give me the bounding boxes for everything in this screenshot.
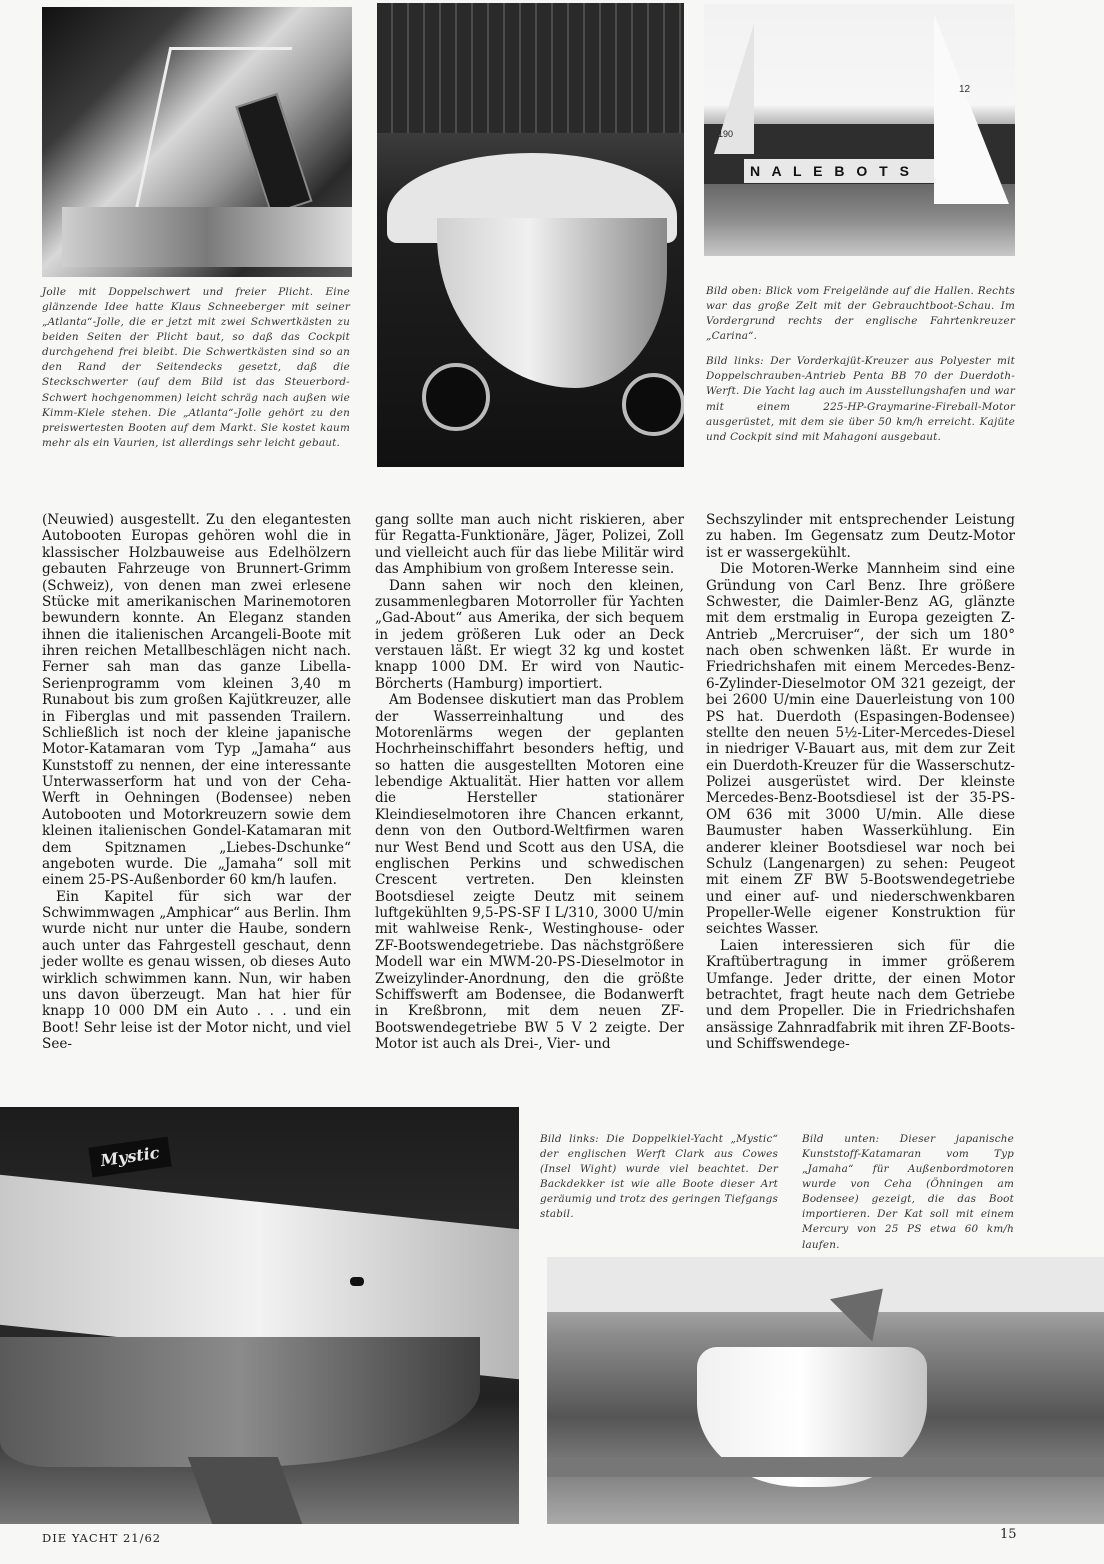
hall-sign-text: N A L E B O T S [744,159,980,183]
col1-paragraph-1: (Neuwied) ausgestellt. Zu den elegantesten Autobooten Europas gehören wohl die in klassischer Holzbauweise aus Edelhölzern gebauten Fahrzeuge von Brunnert-Grimm (Schweiz), von denen man zwei erlesene Stücke mit amerikanischen Marinemotoren bewundern konnte. An Eleganz standen ihnen die italienischen Arcangeli-Boote mit ihren reichen Metallbeschlägen nicht nach. Ferner sah man das ganze Libella-Serienprogramm vom kleinen 3,40 m Runabout bis zum großen Kajütkreuzer, alle in Fiberglas und mit passenden Trailern. Schließlich ist noch der kleine japanische Motor-Katamaran vom Typ „Jamaha“ aus Kunststoff zu nennen, der eine interessante Unterwasserform hat und von der Ceha-Werft in Oehningen (Bodensee) neben Autobooten und Motorkreuzern sowie dem kleinen italienischen Gondel-Katamaran mit dem Spitznamen „Liebes-Dschunke“ angeboten wurde. Die „Jamaha“ soll mit einem 25-PS-Außenborder 60 km/h laufen. [42,512,351,889]
footer-magazine-issue: DIE YACHT 21/62 [42,1531,162,1545]
caption-hall-and-cruiser [706,284,1015,455]
caption-catamaran-text: Bild unten: Dieser japanische Kunststoff-Katamaran vom Typ „Jamaha“ für Außenbordmotoren wurde von Ceha (Öhningen am Bodensee) gezeigt, die das Boot importieren. Der Kat soll mit einem Mercury von 25 PS etwa 60 km/h laufen. [802,1133,1014,1251]
photo-cabin-cruiser-trailer [377,3,684,467]
caption-dinghy-text: Jolle mit Doppelschwert und freier Plicht. Eine glänzende Idee hatte Klaus Schneeberger mit seiner „Atlanta“-Jolle, die er jetzt mit zwei Schwertkästen zu beiden Seiten der Plicht baut, so daß das Cockpit durchgehend frei bleibt. Die Schwertkästen sind so an den Rand der Seitendecks gesetzt, daß die Steckschwerter (auf dem Bild ist das Steuerbord-Schwert hochgenommen) leicht schräg nach außen wie Kimm-Kiele stehen. Die „Atlanta“-Jolle gehört zu den preiswertesten Booten auf dem Markt. Sie kostet kaum mehr als ein Vaurien, ist allerdings sehr leicht gebaut. [42,286,350,449]
caption-dinghy [42,285,350,461]
sail-number-190: 190 [718,129,734,139]
article-column-3 [706,512,1015,1052]
mystic-boat-name: Mystic [88,1137,171,1178]
caption-cruiser-text: Bild links: Der Vorderkajüt-Kreuzer aus Polyester mit Doppelschrauben-Antrieb Penta BB 70 der Duerdoth-Werft. Die Yacht lag auch im Ausstellungshafen und war mit einem 225-HP-Graymarine-Fireball-Motor ausgerüstet, mit dem sie über 50 km/h erreicht. Kajüte und Cockpit sind mit Mahagoni ausgebaut. [706,355,1015,443]
col2-paragraph-2: Dann sahen wir noch den kleinen, zusammenlegbaren Motorroller für Yachten „Gad-About“ aus Amerika, der sich bequem in jedem größeren Luk oder an Deck verstauen läßt. Er wiegt 32 kg und kostet knapp 1000 DM. Er wird von Nautic-Börcherts (Hamburg) importiert. [375,577,684,692]
page-number: 15 [1000,1527,1017,1542]
caption-hall-text: Bild oben: Blick vom Freigelände auf die Hallen. Rechts war das große Zelt mit der Gebrauchtboot-Schau. Im Vordergrund rechts der englische Fahrtenkreuzer „Carina“. [706,285,1015,343]
sail-number-12: 12 [959,84,971,95]
col2-paragraph-1: gang sollte man auch nicht riskieren, aber für Regatta-Funktionäre, Jäger, Polizei, Zoll und vielleicht auch für das liebe Militär wird das Amphibium von großem Interesse sein. [375,512,684,578]
caption-mystic [540,1132,778,1232]
article-column-2 [375,512,684,1052]
photo-mystic-yacht [0,1107,519,1524]
article-column-1 [42,512,351,1052]
photo-dinghy-cockpit [42,7,352,277]
col2-paragraph-3: Am Bodensee diskutiert man das Problem der Wasserreinhaltung und des Motorenlärms wegen der geplanten Hochrheinschiffahrt besonders heftig, und so hatten die ausgestellten Motoren eine lebendige Aktualität. Hier hatten vor allem die Hersteller stationärer Kleindieselmotoren ihre Chancen erkannt, denn von den Outbord-Weltfirmen waren nur West Bend und Scott aus den USA, die englischen Perkins und schwedischen Crescent vertreten. Den kleinsten Bootsdiesel zeigte Deutz mit seinem luftgekühlten 9,5-PS-SF I L/310, 3000 U/min mit wahlweise Renk-, Westinghouse- oder ZF-Bootswendegetriebe. Das nächstgrößere Modell war ein MWM-20-PS-Dieselmotor in Zweizylinder-Anordnung, den die größte Schiffswerft am Bodensee, die Bodanwerft in Kreßbronn, mit dem neuen ZF-Bootswendegetriebe BW 5 V 2 zeigte. Der Motor ist auch als Drei-, Vier- und [375,692,684,1052]
caption-mystic-text: Bild links: Die Doppelkiel-Yacht „Mystic“ der englischen Werft Clark aus Cowes (Insel Wight) wurde viel beachtet. Der Backdekker ist wie alle Boote dieser Art geräumig und trotz des geringen Tiefgangs stabil. [540,1133,778,1221]
col3-paragraph-3: Laien interessieren sich für die Kraftübertragung in immer größerem Umfange. Jeder dritte, der einen Motor betrachtet, fragt heute nach dem Getriebe und dem Propeller. Die in Friedrichshafen ansässige Zahnradfabrik mit ihren ZF-Boots- und Schiffswendege- [706,937,1015,1052]
col3-paragraph-2: Die Motoren-Werke Mannheim sind eine Gründung von Carl Benz. Ihre größere Schwester, die Daimler-Benz AG, glänzte mit dem erstmalig in Europa gezeigten Z-Antrieb „Mercruiser“, der sich um 180° nach oben schwenken läßt. Er wurde in Friedrichshafen mit einem Mercedes-Benz-6-Zylinder-Dieselmotor OM 321 gezeigt, der bei 2600 U/min eine Dauerleistung von 100 PS hat. Duerdoth (Espasingen-Bodensee) stellte den neuen 5½-Liter-Mercedes-Diesel in niedriger V-Bauart aus, mit dem zur Zeit ein Duerdoth-Kreuzer für die Wasserschutz-Polizei ausgerüstet wird. Der kleinste Mercedes-Benz-Bootsdiesel ist der 35-PS-OM 636 mit 3000 U/min. Alle diese Baumuster haben Wasserkühlung. Ein anderer kleiner Bootsdiesel war noch bei Schulz (Langenargen) zu sehen: Peugeot mit einem ZF BW 5-Bootswendegetriebe und einer auf- und niederschwenkbaren Propeller-Welle eigener Konstruktion für seichtes Wasser. [706,561,1015,938]
col1-paragraph-2: Ein Kapitel für sich war der Schwimmwagen „Amphicar“ aus Berlin. Ihm wurde nicht nur unter die Haube, sondern auch unter das Fahrgestell geschaut, denn jeder wollte es genau wissen, ob dieses Auto wirklich schwimmen kann. Nun, wir haben uns davon überzeugt. Man hat hier für knapp 10 000 DM ein Auto . . . und ein Boot! Sehr leise ist der Motor nicht, und viel See- [42,888,351,1052]
photo-exhibition-hall [704,4,1015,256]
caption-catamaran [802,1132,1014,1263]
photo-jamaha-catamaran [547,1257,1104,1524]
col3-paragraph-1: Sechszylinder mit entsprechender Leistung zu haben. Im Gegensatz zum Deutz-Motor ist er wassergekühlt. [706,512,1015,561]
